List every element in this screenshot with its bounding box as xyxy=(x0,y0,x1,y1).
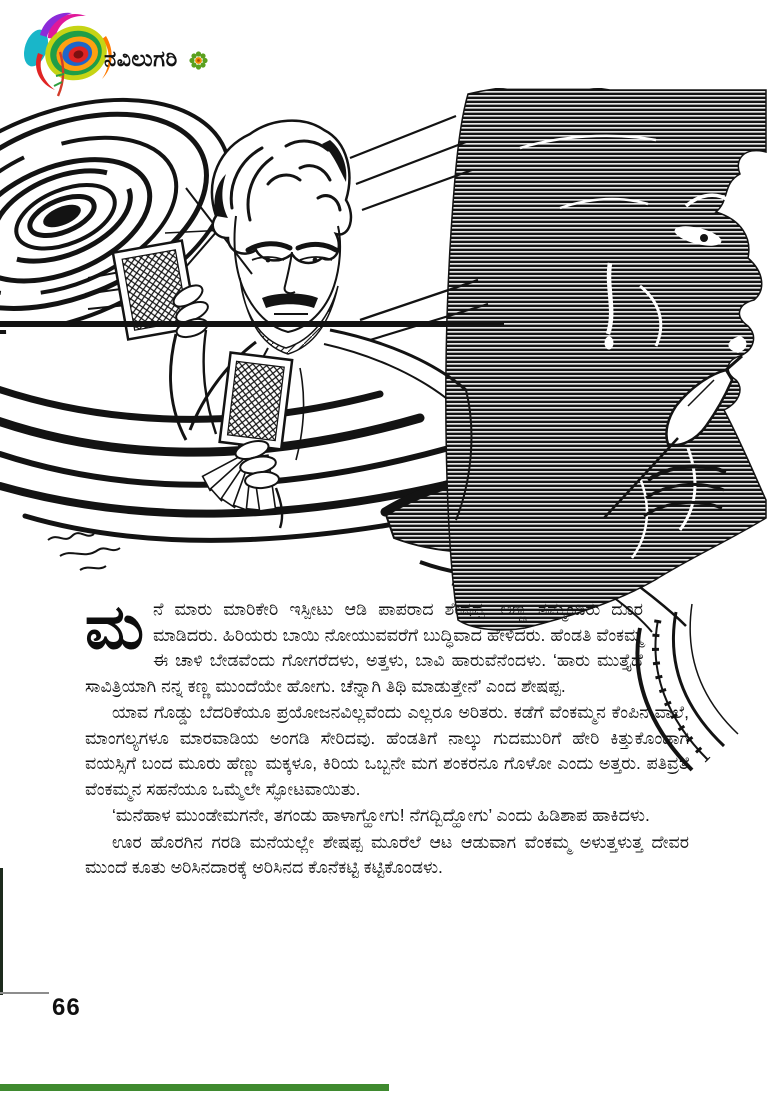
bottom-accent-bar xyxy=(0,1084,389,1091)
paragraph-text-3: ‘ಮನೆಹಾಳ ಮುಂಡೇಮಗನೇ, ತಗಂಡು ಹಾಳಾಗ್ಹೋಗು! ನೆಗದ್ಬಿದ್ಹೋಗು’ ಎಂದು ಹಿಡಿಶಾಪ ಹಾಕಿದಳು. xyxy=(112,805,650,825)
drop-cap: ಮ xyxy=(85,593,144,662)
flower-icon xyxy=(189,51,208,70)
crying-woman-face xyxy=(446,88,766,630)
footer-rule xyxy=(0,992,49,994)
paragraph-text-1: ನೆ ಮಾರು ಮಾರಿಕೇರಿ ಇಸ್ಪೀಟು ಆಡಿ ಪಾಪರಾದ ಶೇಷಪ್ಪ. ಅಣ್ಣ ತಮ್ಮಂದಿರು ದೂರ ಮಾಡಿದರು. ಹಿರಿಯರು ಬಾಯಿ ನೋಯುವವರೆಗೆ ಬುದ್ಧಿವಾದ ಹೇಳಿದರು. ಹೆಂಡತಿ ವೆಂಕಮ್ಮ ಈ ಚಾಳಿ ಬೇಡವೆಂದು ಗೋಗರೆದಳು, ಅತ್ತಳು, ಬಾವಿ ಹಾರುವೆನೆಂದಳು. ‘ಹಾರು ಮುತ್ತೈದೆ ಸಾವಿತ್ರಿಯಾಗಿ ನನ್ನ ಕಣ್ಣ ಮುಂದೆಯೇ ಹೋಗು. ಚೆನ್ನಾಗಿ ತಿಥಿ ಮಾಡುತ್ತೇನೆ’ ಎಂದ ಶೇಷಪ್ಪ. xyxy=(85,599,643,696)
hair xyxy=(212,121,351,263)
left-edge-line xyxy=(0,868,3,995)
story-paragraph-3 xyxy=(85,803,689,829)
story-paragraph-1 xyxy=(85,593,689,699)
peacock-feather-icon xyxy=(20,8,116,100)
story-text xyxy=(85,593,689,881)
story-paragraph-4 xyxy=(85,830,689,881)
lower-playing-card xyxy=(220,353,293,450)
paragraph-text-2: ಯಾವ ಗೊಡ್ಡು ಬೆದರಿಕೆಯೂ ಪ್ರಯೋಜನವಿಲ್ಲವೆಂದು ಎಲ್ಲರೂ ಅರಿತರು. ಕಡೆಗೆ ವೆಂಕಮ್ಮನ ಕೆಂಪಿನ ವಾಲೆ, ಮಾಂಗಲ್ಯಗಳೂ ಮಾರವಾಡಿಯ ಅಂಗಡಿ ಸೇರಿದವು. ಹೆಂಡತಿಗೆ ನಾಲ್ಕು ಗುದಮುರಿಗೆ ಹೇರಿ ಕಿತ್ತುಕೊಂಡಾಗ ವಯಸ್ಸಿಗೆ ಬಂದ ಮೂರು ಹೆಣ್ಣು ಮಕ್ಕಳೂ, ಕಿರಿಯ ಒಬ್ಬನೇ ಮಗ ಶಂಕರನೂ ಗೊಳೋ ಎಂದು ಅತ್ತರು. ಪತಿವ್ರತೆ ವೆಂಕಮ್ಮನ ಸಹನೆಯೂ ಒಮ್ಮೆಲೇ ಸ್ಫೋಟವಾಯಿತು. xyxy=(85,702,689,799)
story-paragraph-2 xyxy=(85,700,689,802)
page-title: ನವಿಲುಗರಿ xyxy=(104,46,178,71)
thick-horizontal-line xyxy=(0,321,504,327)
tear-streak xyxy=(608,263,611,334)
paragraph-text-4: ಊರ ಹೊರಗಿನ ಗರಡಿ ಮನೆಯಲ್ಲೇ ಶೇಷಪ್ಪ ಮೂರೆಲೆ ಆಟ ಆಡುವಾಗ ವೆಂಕಮ್ಮ ಅಳುತ್ತಳುತ್ತ ದೇವರ ಮುಂದೆ ಕೂತು ಅರಿಸಿನದಾರಕ್ಕೆ ಅರಿಸಿನದ ಕೊನೆಕಟ್ಟಿ ಕಟ್ಟಿಕೊಂಡಳು. xyxy=(85,831,689,877)
artist-signature xyxy=(48,533,120,570)
page-number: 66 xyxy=(52,994,81,1021)
